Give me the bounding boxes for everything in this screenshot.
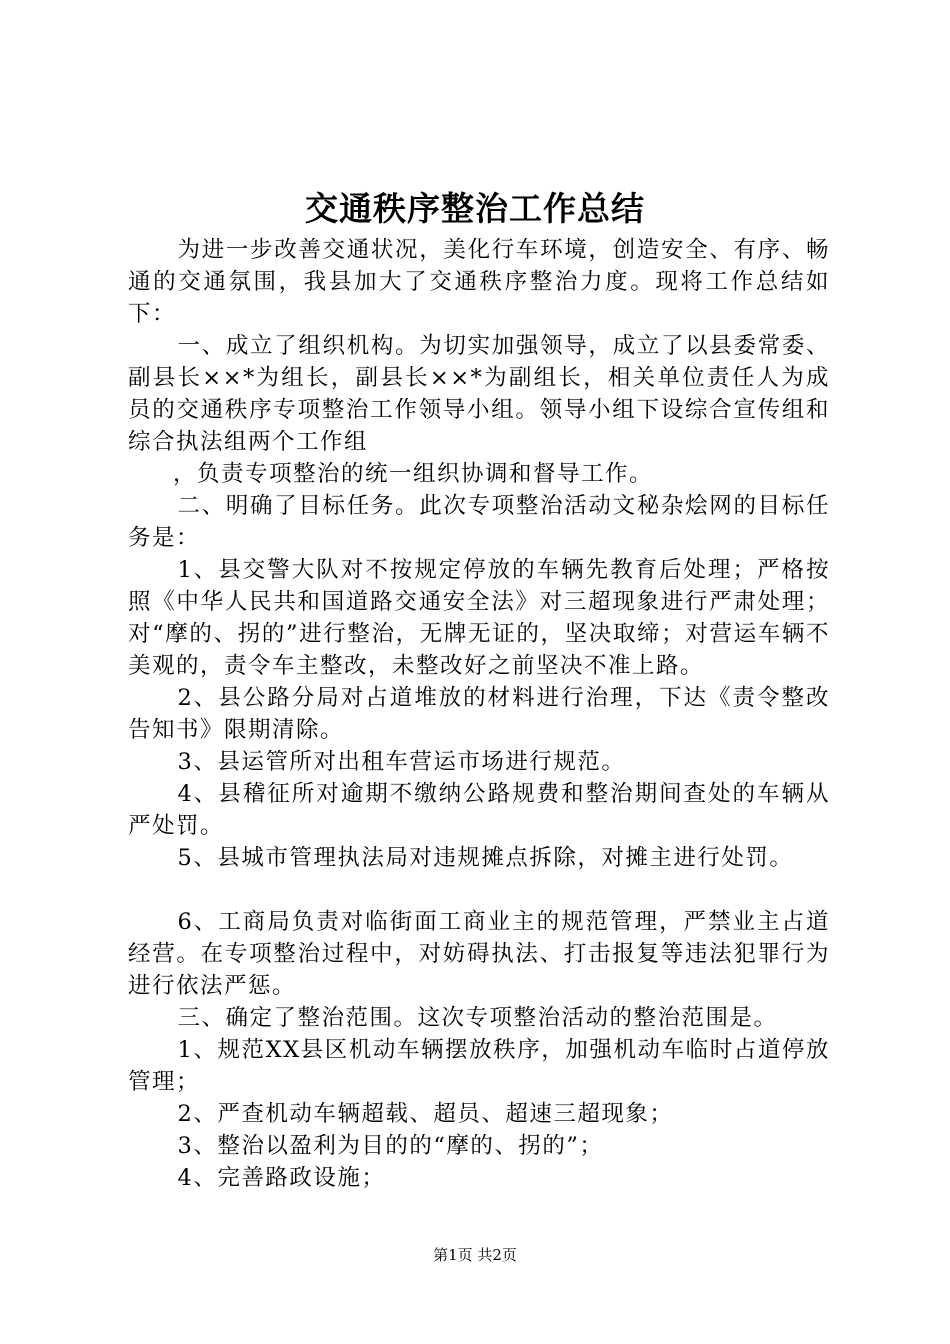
document-title: 交通秩序整治工作总结 [305, 189, 645, 228]
scope-item-1: 1、规范XX县区机动车辆摆放秩序，加强机动车临时占道停放管理； [128, 1037, 830, 1095]
task-item-2: 2、县公路分局对占道堆放的材料进行治理，下达《责令整改告知书》限期清除。 [128, 685, 830, 743]
scope-item-3: 3、整治以盈利为目的的“摩的、拐的”； [177, 1133, 604, 1159]
document-body [128, 234, 830, 1194]
page-number-footer: 第1页 共2页 [433, 1246, 517, 1264]
task-item-4: 4、县稽征所对逾期不缴纳公路规费和整治期间查处的车辆从严处罚。 [128, 781, 830, 839]
task-item-5: 5、县城市管理执法局对违规摊点拆除，对摊主进行处罚。 [177, 845, 794, 871]
section-3-paragraph: 三、确定了整治范围。这次专项整治活动的整治范围是。 [177, 1005, 778, 1031]
section-2-paragraph: 二、明确了目标任务。此次专项整治活动文秘杂烩网的目标任务是： [128, 493, 830, 551]
task-item-3: 3、县运管所对出租车营运市场进行规范。 [177, 749, 626, 775]
section-1-paragraph: 一、成立了组织机构。为切实加强领导，成立了以县委常委、副县长××*为组长，副县长××*为副组长，相关单位责任人为成员的交通秩序专项整治工作领导小组。领导小组下设综合宣传组和综合执法组两个工作组 [128, 333, 830, 455]
task-item-6: 6、工商局负责对临街面工商业主的规范管理，严禁业主占道经营。在专项整治过程中，对妨碍执法、打击报复等违法犯罪行为进行依法严惩。 [128, 909, 830, 999]
scope-item-2: 2、严查机动车辆超载、超员、超速三超现象； [177, 1101, 674, 1127]
task-item-1: 1、县交警大队对不按规定停放的车辆先教育后处理；严格按照《中华人民共和国道路交通安全法》对三超现象进行严肃处理；对“摩的、拐的”进行整治，无牌无证的，坚决取缔；对营运车辆不美观的，责令车主整改，未整改好之前坚决不准上路。 [128, 557, 830, 679]
intro-paragraph: 为进一步改善交通状况，美化行车环境，创造安全、有序、畅通的交通氛围，我县加大了交通秩序整治力度。现将工作总结如下： [128, 237, 830, 327]
scope-item-4: 4、完善路政设施； [177, 1165, 386, 1191]
section-1-continuation: ，负责专项整治的统一组织协调和督导工作。 [173, 461, 654, 487]
